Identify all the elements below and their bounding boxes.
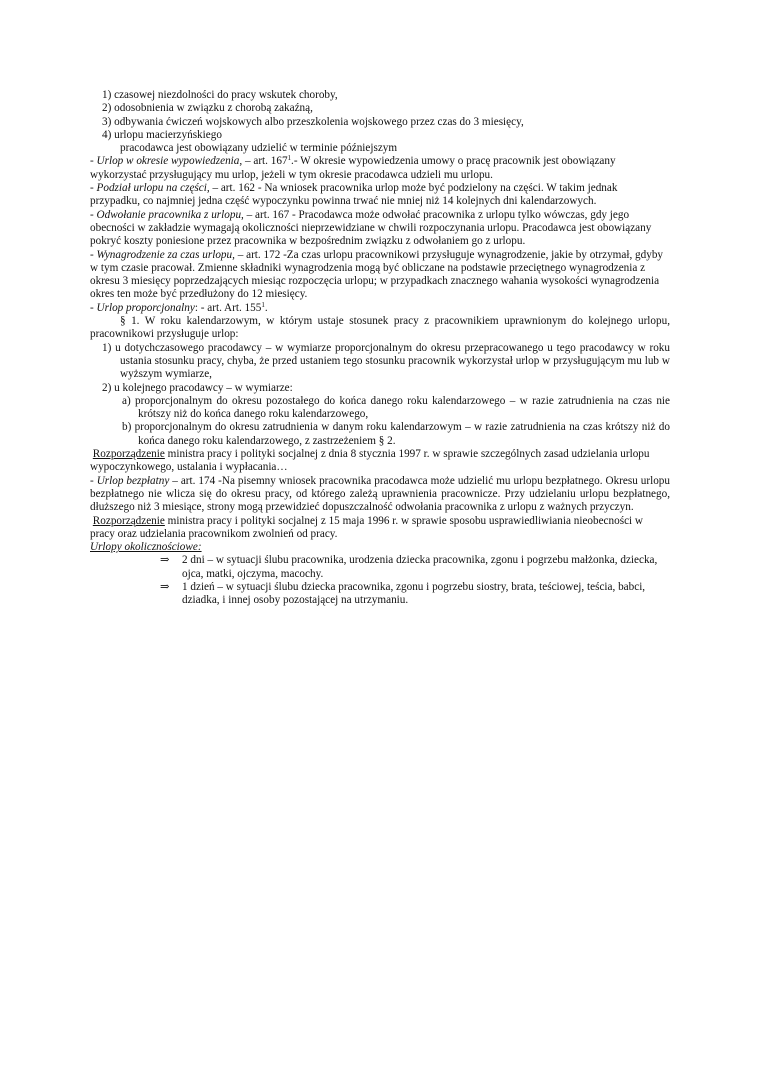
list-item: 2) u kolejnego pracodawcy – w wymiarze: [102, 381, 293, 394]
list-item: b) proporcjonalnym do okresu zatrudnienia w danym roku kalendarzowym – w razie zatrudnienia na czas krótszy niż do końca danego roku kalendarzowego, z zastrzeżeniem § 2. [122, 421, 670, 447]
dash: - [90, 301, 97, 314]
list-item-text: 1 dzień – w sytuacji ślubu dziecka pracownika, zgonu i pogrzebu siostry, brata, teściowej, teścia, babci, dziadka, i innej osoby pozostającej na utrzymaniu. [182, 580, 646, 607]
list-item: a) proporcjonalnym do okresu pozostałego do końca danego roku kalendarzowego – w razie zatrudnienia na czas nie krótszy niż do końca danego roku kalendarzowego, [122, 394, 670, 421]
list-note: pracodawca jest obowiązany udzielić w terminie późniejszym [120, 142, 398, 155]
section-title: Urlop bezpłatny [96, 474, 170, 487]
list-item: 3) odbywania ćwiczeń wojskowych albo przeszkolenia wojskowego przez czas do 3 miesięcy, [102, 115, 524, 128]
section-title: Podział urlopu na części, [96, 182, 210, 195]
paragraph-odwolanie [90, 209, 670, 249]
arrow-icon: ⇒ [160, 580, 170, 593]
paragraph-rozporzadzenie-2 [90, 515, 670, 542]
list-item: 1) u dotychczasowego pracodawcy – w wymiarze proporcjonalnym do okresu przepracowanego u tego pracodawcy w roku ustania stosunku pracy, chyba, że przed ustaniem tego stosunku pracownik wykorzystał urlop w przysługującym mu lub w wyższym wymiarze, [102, 341, 670, 381]
paragraph-urlop-wypowiedzenie [90, 155, 670, 182]
section-heading-okolicznosciowe [90, 541, 670, 554]
regulation-label: Rozporządzenie [92, 514, 165, 527]
document-page [90, 89, 670, 608]
dash: - [90, 182, 97, 195]
paragraph-text: – art. 167 - Pracodawca może odwołać pracownika z urlopu tylko wówczas, gdy jego obecności w zakładzie wymagają okoliczności nieprzewidziane w chwili rozpoczynania urlopu. Pracodawca jest obowiązany pokryć koszty poniesione przez pracownika w bezpośrednim związku z odwołaniem go z urlopu. [90, 208, 652, 248]
paragraph-text: – art. 162 - Na wniosek pracownika urlop może być podzielony na części. W takim jednak przypadku, co najmniej jedna część wypoczynku powinna trwać nie mniej niż 14 kolejnych dni kalendarzowych. [90, 182, 618, 208]
article-ref: : - art. Art. 155 [194, 301, 262, 314]
section-title: Urlopy okolicznościowe: [90, 541, 202, 554]
paragraph-urlop-bezplatny [90, 475, 670, 515]
paragraph-rozporzadzenie-1 [90, 448, 670, 475]
arrow-icon: ⇒ [160, 554, 170, 567]
paragraph-urlop-proporcjonalny [90, 302, 670, 315]
section-title: Urlop proporcjonalny [96, 301, 195, 314]
punctuation: . [264, 301, 268, 314]
list-item: 4) urlopu macierzyńskiego [102, 128, 222, 141]
dash: - [90, 155, 97, 168]
section-title: Odwołanie pracownika z urlopu, [96, 208, 244, 221]
section-title: Urlop w okresie wypowiedzenia, [96, 155, 243, 168]
paragraph-wynagrodzenie [90, 249, 670, 302]
paragraph-text: – art. 172 -Za czas urlopu pracownikowi przysługuje wynagrodzenie, jakie by otrzymał, gdyby w tym czasie pracował. Zmienne składniki wynagrodzenia mogą być obliczane na podstawie przeciętnego wynagrodzenia z okresu 3 miesięcy poprzedzających miesiąc rozpoczęcia urlopu; w przypadkach znacznego wahania wysokości wynagrodzenia okres ten może być przedłużony do 12 miesięcy. [90, 248, 664, 301]
paragraph-text: ministra pracy i polityki socjalnej z 15 maja 1996 r. w sprawie sposobu usprawiedliwiania nieobecności w pracy oraz udzielania pracownikom zwolnień od pracy. [90, 514, 644, 540]
paragraph-podzial-urlopu [90, 182, 670, 209]
paragraph-text: .- W okresie wypowiedzenia umowy o pracę pracownik jest obowiązany wykorzystać przysługujący mu urlop, jeżeli w tym okresie pracodawca udzieli mu urlopu. [90, 155, 616, 181]
paragraph-text: ministra pracy i polityki socjalnej z dnia 8 stycznia 1997 r. w sprawie szczególnych zasad udzielania urlopu wypoczynkowego, ustalania i wypłacania… [90, 448, 650, 474]
article-ref: – art. 167 [242, 155, 288, 168]
dash: - [90, 208, 97, 221]
list-item-text: 2 dni – w sytuacji ślubu pracownika, urodzenia dziecka pracownika, zgonu i pogrzebu małżonka, dziecka, ojca, matki, ojczyma, macochy. [182, 554, 658, 580]
paragraph-text: – art. 174 -Na pisemny wniosek pracownika pracodawca może udzielić mu urlopu bezpłatnego. Okresu urlopu bezpłatnego nie wlicza się do okresu pracy, od którego zależą uprawnienia pracownicze. Przy udzielaniu urlopu bezpłatnego, dłuższego niż 3 miesiące, strony mogą przewidzieć dopuszczalność odwołania pracownika z urlopu z ważnych przyczyn. [90, 474, 670, 514]
section-title: Wynagrodzenie za czas urlopu, [96, 248, 235, 261]
dash: - [90, 474, 97, 487]
regulation-label: Rozporządzenie [92, 448, 165, 461]
superscript: 1 [287, 154, 292, 163]
list-item: 2) odosobnienia w związku z chorobą zakaźną, [102, 102, 313, 115]
list-item [90, 554, 670, 581]
paragraph-para1: § 1. W roku kalendarzowym, w którym ustaje stosunek pracy z pracownikiem uprawnionym do kolejnego urlopu, pracownikowi przysługuje urlop: [90, 315, 670, 341]
superscript: 1 [261, 300, 265, 309]
list-item [90, 581, 670, 608]
list-item: 1) czasowej niezdolności do pracy wskutek choroby, [102, 89, 338, 101]
dash: - [90, 248, 97, 261]
